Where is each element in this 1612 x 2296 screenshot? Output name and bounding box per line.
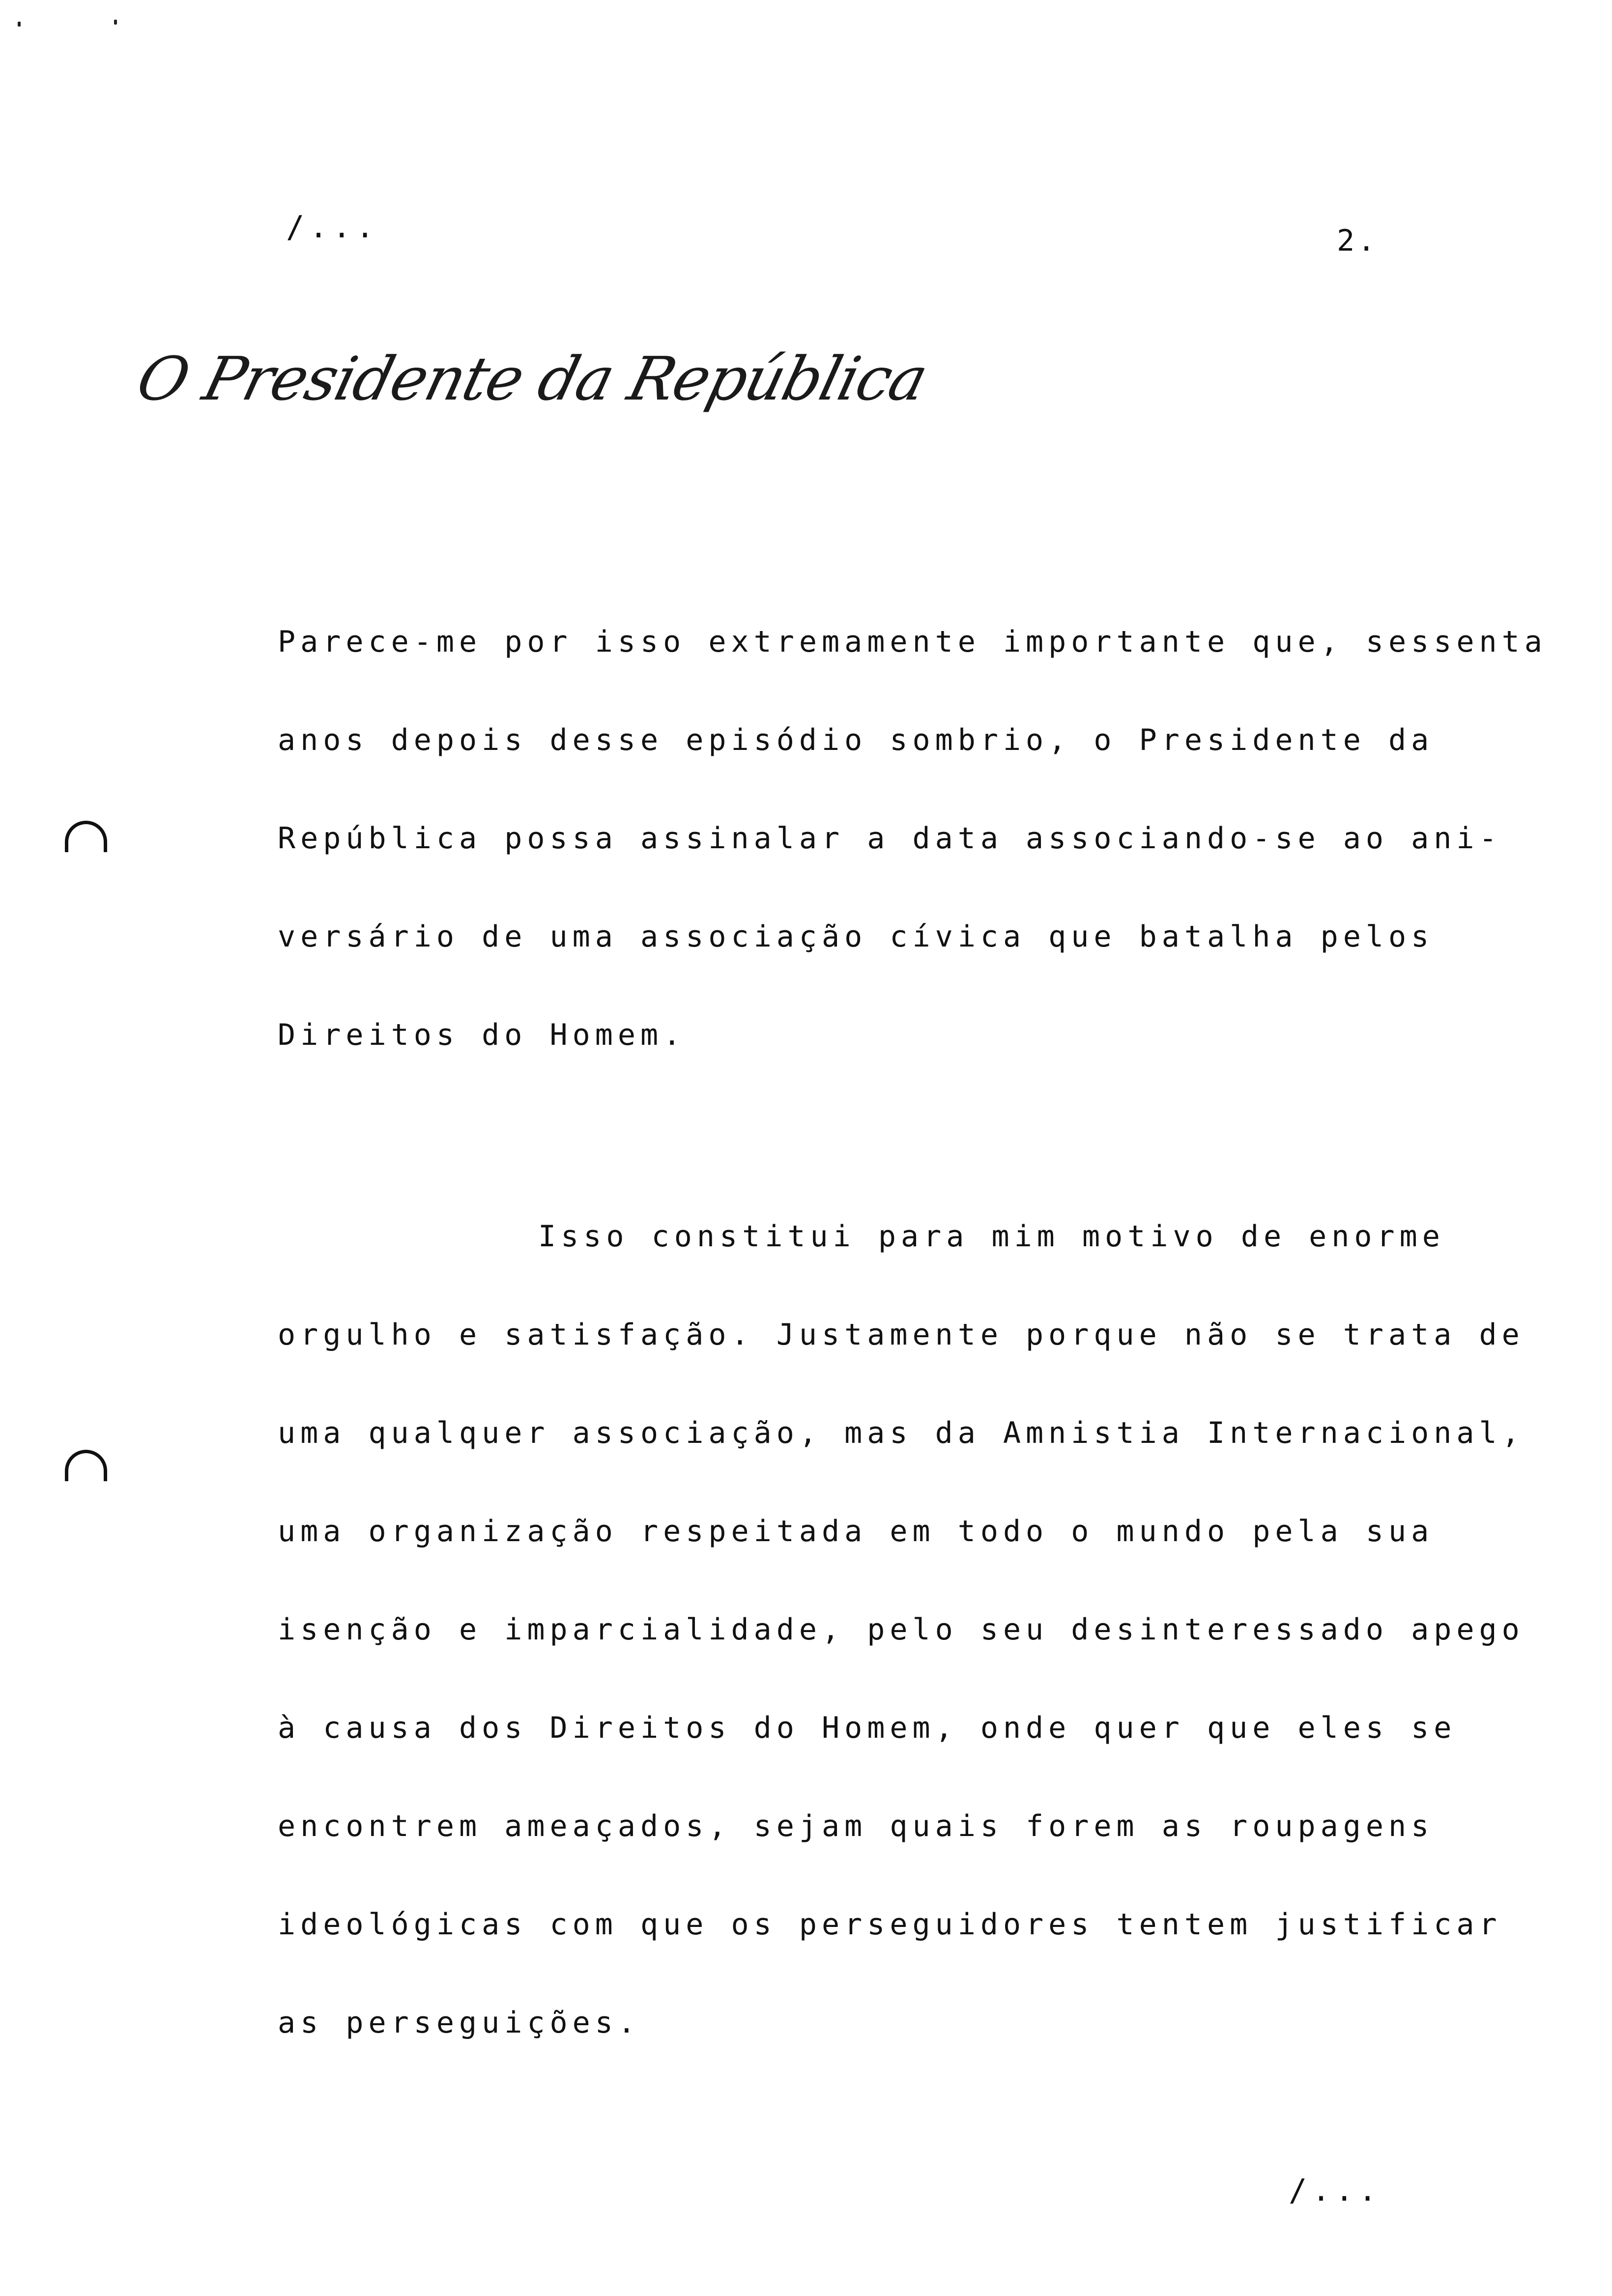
text-line: anos depois desse episódio sombrio, o Presidente da [278,723,1434,757]
text-line: as perseguições. [278,2006,640,2040]
scan-speck [18,22,21,27]
text-line: versário de uma associação cívica que batalha pelos [278,919,1434,954]
text-line: ideológicas com que os perseguidores tentem justificar [278,1907,1502,1942]
text-line: isenção e imparcialidade, pelo seu desinteressado apego [278,1612,1525,1647]
punch-hole-mark [65,1450,107,1481]
text-line: uma organização respeitada em todo o mundo pela sua [278,1514,1434,1549]
page-number: 2. [1337,224,1379,258]
letterhead-script: O Presidente da República [130,344,934,414]
text-line: Direitos do Homem. [278,1018,686,1052]
scan-speck [114,20,117,25]
text-line: uma qualquer associação, mas da Amnistia Internacional, [278,1416,1525,1450]
text-line: encontrem ameaçados, sejam quais forem as roupagens [278,1809,1434,1843]
text-line: República possa assinalar a data associando-se ao ani- [278,821,1502,856]
continuation-mark-top: /... [286,209,379,245]
text-line: à causa dos Direitos do Homem, onde quer que eles se [278,1711,1457,1745]
text-line: Isso constitui para mim motivo de enorme [538,1219,1445,1254]
text-line: orgulho e satisfação. Justamente porque não se trata de [278,1318,1525,1352]
punch-hole-mark [65,821,107,852]
text-line: Parece-me por isso extremamente importante que, sessenta [278,625,1547,659]
continuation-mark-bottom: /... [1289,2172,1382,2208]
